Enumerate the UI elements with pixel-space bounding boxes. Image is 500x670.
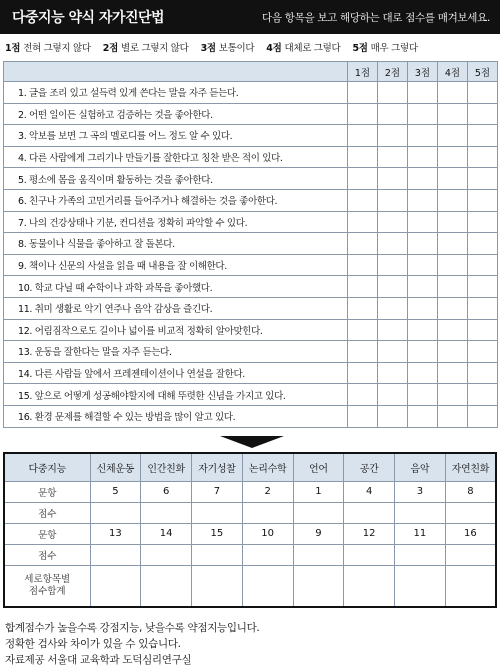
- score-input-cell[interactable]: [445, 544, 496, 565]
- intelligence-header: 언어: [293, 453, 344, 481]
- score-input-cell[interactable]: [192, 544, 243, 565]
- score-cell[interactable]: [378, 82, 408, 104]
- question-row: [4, 233, 498, 255]
- question-text: 13. 운동을 잘한다는 말을 자주 듣는다.: [4, 341, 348, 363]
- question-row: [4, 362, 498, 384]
- score-cell[interactable]: [348, 168, 378, 190]
- score-cell[interactable]: [438, 254, 468, 276]
- question-text: 1. 글을 조리 있고 설득력 있게 쓴다는 말을 자주 듣는다.: [4, 82, 348, 104]
- score-input-cell[interactable]: [90, 544, 141, 565]
- footer-notes: [5, 620, 495, 668]
- score-cell[interactable]: [348, 82, 378, 104]
- score-input-cell[interactable]: [141, 544, 192, 565]
- legend-score: 5점: [352, 43, 368, 54]
- score-cell[interactable]: [408, 233, 438, 255]
- legend-item: [352, 40, 417, 54]
- item-number-cell: 4: [344, 481, 395, 502]
- score-column-header: 3점: [408, 62, 438, 82]
- score-cell[interactable]: [408, 82, 438, 104]
- question-row: [4, 384, 498, 406]
- score-cell[interactable]: [468, 233, 498, 255]
- score-cell[interactable]: [468, 297, 498, 319]
- total-input-cell[interactable]: [141, 565, 192, 607]
- score-input-cell[interactable]: [192, 502, 243, 523]
- question-row: [4, 103, 498, 125]
- question-text: 5. 평소에 몸을 움직이며 활동하는 것을 좋아한다.: [4, 168, 348, 190]
- score-cell[interactable]: [438, 125, 468, 147]
- intelligence-header: 논리수학: [242, 453, 293, 481]
- question-row: [4, 125, 498, 147]
- score-cell[interactable]: [348, 146, 378, 168]
- question-text: 8. 동물이나 식물을 좋아하고 잘 돌본다.: [4, 233, 348, 255]
- question-text: 4. 다른 사람에게 그리기나 만들기를 잘한다고 칭찬 받은 적이 있다.: [4, 146, 348, 168]
- footer-line: 합계점수가 높을수록 강점지능, 낮을수록 약점지능입니다.: [5, 622, 260, 634]
- score-cell[interactable]: [408, 341, 438, 363]
- score-cell[interactable]: [438, 297, 468, 319]
- intelligence-header: 공간: [344, 453, 395, 481]
- score-cell[interactable]: [378, 254, 408, 276]
- score-cell[interactable]: [378, 341, 408, 363]
- total-input-cell[interactable]: [293, 565, 344, 607]
- item-number-cell: 6: [141, 481, 192, 502]
- survey-header-row: [4, 62, 498, 82]
- score-cell[interactable]: [408, 276, 438, 298]
- legend-score: 1점: [5, 43, 21, 54]
- score-cell[interactable]: [408, 146, 438, 168]
- question-row: [4, 341, 498, 363]
- question-text: 10. 학교 다닐 때 수학이나 과학 과목을 좋아했다.: [4, 276, 348, 298]
- item-number-cell: 5: [90, 481, 141, 502]
- legend-score: 4점: [266, 43, 282, 54]
- score-cell[interactable]: [408, 297, 438, 319]
- total-row: [4, 565, 496, 607]
- score-row: [4, 544, 496, 565]
- score-cell[interactable]: [378, 125, 408, 147]
- score-cell[interactable]: [468, 82, 498, 104]
- score-cell[interactable]: [348, 125, 378, 147]
- intelligence-header: 인간친화: [141, 453, 192, 481]
- score-cell[interactable]: [378, 146, 408, 168]
- item-number-cell: 14: [141, 523, 192, 544]
- legend-text: 별로 그렇지 않다: [120, 43, 189, 54]
- question-text: 7. 나의 건강상태나 기분, 컨디션을 정확히 파악할 수 있다.: [4, 211, 348, 233]
- score-cell[interactable]: [468, 189, 498, 211]
- item-number-cell: 3: [395, 481, 446, 502]
- item-row-label: 문항: [4, 481, 90, 502]
- score-cell[interactable]: [408, 125, 438, 147]
- score-cell[interactable]: [348, 211, 378, 233]
- score-input-cell[interactable]: [141, 502, 192, 523]
- item-number-cell: 13: [90, 523, 141, 544]
- score-input-cell[interactable]: [242, 502, 293, 523]
- score-cell[interactable]: [438, 146, 468, 168]
- score-column-header: 4점: [438, 62, 468, 82]
- legend-text: 전혀 그렇지 않다: [23, 43, 91, 54]
- total-input-cell[interactable]: [344, 565, 395, 607]
- intelligence-header: 음악: [395, 453, 446, 481]
- question-text: 2. 어떤 일이든 실험하고 검증하는 것을 좋아한다.: [4, 103, 348, 125]
- question-row: [4, 319, 498, 341]
- score-cell[interactable]: [408, 103, 438, 125]
- score-legend: [5, 38, 495, 56]
- score-cell[interactable]: [348, 384, 378, 406]
- score-cell[interactable]: [378, 362, 408, 384]
- total-input-cell[interactable]: [90, 565, 141, 607]
- score-cell[interactable]: [378, 319, 408, 341]
- footer-source: 자료제공 서울대 교육학과 도덕심리연구실: [5, 654, 192, 666]
- score-cell[interactable]: [468, 168, 498, 190]
- item-number-cell: 9: [293, 523, 344, 544]
- score-input-cell[interactable]: [445, 502, 496, 523]
- question-row: [4, 276, 498, 298]
- score-cell[interactable]: [438, 362, 468, 384]
- item-number-cell: 12: [344, 523, 395, 544]
- score-cell[interactable]: [438, 82, 468, 104]
- item-number-cell: 10: [242, 523, 293, 544]
- total-row-label: [4, 565, 90, 607]
- score-cell[interactable]: [348, 362, 378, 384]
- item-number-cell: 7: [192, 481, 243, 502]
- score-cell[interactable]: [468, 319, 498, 341]
- total-input-cell[interactable]: [395, 565, 446, 607]
- score-cell[interactable]: [348, 189, 378, 211]
- score-cell[interactable]: [348, 233, 378, 255]
- legend-text: 보통이다: [218, 43, 255, 54]
- page-title: 다중지능 약식 자가진단법: [12, 10, 165, 26]
- instruction-text: 다음 항목을 보고 해당하는 대로 점수를 매겨보세요.: [262, 11, 490, 24]
- item-number-cell: 8: [445, 481, 496, 502]
- score-cell[interactable]: [378, 103, 408, 125]
- score-cell[interactable]: [468, 254, 498, 276]
- item-number-row: [4, 481, 496, 502]
- score-column-header: 1점: [348, 62, 378, 82]
- item-row-label: 문항: [4, 523, 90, 544]
- legend-item: [201, 40, 255, 54]
- total-input-cell[interactable]: [192, 565, 243, 607]
- score-cell[interactable]: [378, 233, 408, 255]
- question-text: 15. 앞으로 어떻게 성공해야할지에 대해 뚜렷한 신념을 가지고 있다.: [4, 384, 348, 406]
- question-column-header: [4, 62, 348, 82]
- question-row: [4, 211, 498, 233]
- item-number-row: [4, 523, 496, 544]
- question-row: [4, 146, 498, 168]
- question-row: [4, 405, 498, 427]
- score-cell[interactable]: [438, 384, 468, 406]
- total-label-line: 세로항목별: [24, 573, 71, 585]
- question-text: 9. 책이나 신문의 사설을 읽을 때 내용을 잘 이해한다.: [4, 254, 348, 276]
- score-cell[interactable]: [348, 276, 378, 298]
- score-cell[interactable]: [378, 384, 408, 406]
- question-text: 3. 악보를 보면 그 곡의 멜로디를 어느 정도 알 수 있다.: [4, 125, 348, 147]
- legend-score: 2점: [102, 43, 118, 54]
- score-input-cell[interactable]: [90, 502, 141, 523]
- score-cell[interactable]: [408, 319, 438, 341]
- score-cell[interactable]: [468, 211, 498, 233]
- score-cell[interactable]: [438, 319, 468, 341]
- score-cell[interactable]: [468, 384, 498, 406]
- score-cell[interactable]: [348, 297, 378, 319]
- item-number-cell: 1: [293, 481, 344, 502]
- question-row: [4, 254, 498, 276]
- score-column-header: 2점: [378, 62, 408, 82]
- legend-item: [266, 40, 340, 54]
- summary-header-row: [4, 453, 496, 481]
- question-row: [4, 189, 498, 211]
- question-text: 12. 어림짐작으로도 길이나 넓이를 비교적 정확히 알아맞힌다.: [4, 319, 348, 341]
- survey-table: [3, 61, 498, 428]
- score-cell[interactable]: [348, 319, 378, 341]
- question-text: 11. 취미 생활로 악기 연주나 음악 감상을 즐긴다.: [4, 297, 348, 319]
- legend-item: [103, 40, 189, 54]
- score-cell[interactable]: [348, 254, 378, 276]
- question-row: [4, 297, 498, 319]
- question-row: [4, 82, 498, 104]
- legend-item: [5, 40, 91, 54]
- score-cell[interactable]: [438, 103, 468, 125]
- intelligence-header: 신체운동: [90, 453, 141, 481]
- score-row-label: 점수: [4, 502, 90, 523]
- score-cell[interactable]: [378, 168, 408, 190]
- down-arrow-icon: [220, 436, 284, 448]
- legend-score: 3점: [200, 43, 216, 54]
- question-text: 6. 친구나 가족의 고민거리를 들어주거나 해결하는 것을 좋아한다.: [4, 189, 348, 211]
- score-cell[interactable]: [438, 233, 468, 255]
- score-cell[interactable]: [408, 254, 438, 276]
- header-bar: [0, 0, 500, 34]
- item-number-cell: 15: [192, 523, 243, 544]
- score-cell[interactable]: [438, 276, 468, 298]
- score-cell[interactable]: [468, 125, 498, 147]
- score-cell[interactable]: [468, 341, 498, 363]
- question-text: 16. 환경 문제를 해결할 수 있는 방법을 많이 알고 있다.: [4, 405, 348, 427]
- score-cell[interactable]: [468, 276, 498, 298]
- score-cell[interactable]: [468, 405, 498, 427]
- question-text: 14. 다른 사람들 앞에서 프레젠테이션이나 연설을 잘한다.: [4, 362, 348, 384]
- score-cell[interactable]: [438, 211, 468, 233]
- total-label-line: 점수합계: [28, 585, 66, 597]
- score-cell[interactable]: [408, 362, 438, 384]
- score-cell[interactable]: [468, 146, 498, 168]
- question-row: [4, 168, 498, 190]
- score-cell[interactable]: [408, 405, 438, 427]
- score-input-cell[interactable]: [344, 544, 395, 565]
- score-cell[interactable]: [378, 189, 408, 211]
- score-cell[interactable]: [378, 297, 408, 319]
- summary-corner-header: 다중지능: [4, 453, 90, 481]
- score-cell[interactable]: [378, 405, 408, 427]
- total-input-cell[interactable]: [242, 565, 293, 607]
- intelligence-header: 자연친화: [445, 453, 496, 481]
- score-cell[interactable]: [438, 168, 468, 190]
- footer-line: 정확한 검사와 차이가 있을 수 있습니다.: [5, 638, 181, 650]
- score-cell[interactable]: [438, 405, 468, 427]
- score-cell[interactable]: [468, 362, 498, 384]
- intelligence-header: 자기성찰: [192, 453, 243, 481]
- score-cell[interactable]: [378, 211, 408, 233]
- summary-table: [3, 452, 497, 608]
- score-row-label: 점수: [4, 544, 90, 565]
- score-column-header: 5점: [468, 62, 498, 82]
- item-number-cell: 11: [395, 523, 446, 544]
- score-input-cell[interactable]: [293, 544, 344, 565]
- score-input-cell[interactable]: [395, 544, 446, 565]
- score-cell[interactable]: [348, 103, 378, 125]
- score-input-cell[interactable]: [242, 544, 293, 565]
- score-cell[interactable]: [408, 168, 438, 190]
- score-cell[interactable]: [348, 341, 378, 363]
- score-cell[interactable]: [408, 189, 438, 211]
- score-input-cell[interactable]: [293, 502, 344, 523]
- item-number-cell: 16: [445, 523, 496, 544]
- score-cell[interactable]: [408, 211, 438, 233]
- legend-text: 대체로 그렇다: [284, 43, 341, 54]
- score-cell[interactable]: [378, 276, 408, 298]
- total-input-cell[interactable]: [445, 565, 496, 607]
- item-number-cell: 2: [242, 481, 293, 502]
- legend-text: 매우 그렇다: [370, 43, 418, 54]
- score-cell[interactable]: [348, 405, 378, 427]
- score-input-cell[interactable]: [395, 502, 446, 523]
- score-input-cell[interactable]: [344, 502, 395, 523]
- score-cell[interactable]: [468, 103, 498, 125]
- score-row: [4, 502, 496, 523]
- score-cell[interactable]: [438, 189, 468, 211]
- score-cell[interactable]: [438, 341, 468, 363]
- score-cell[interactable]: [408, 384, 438, 406]
